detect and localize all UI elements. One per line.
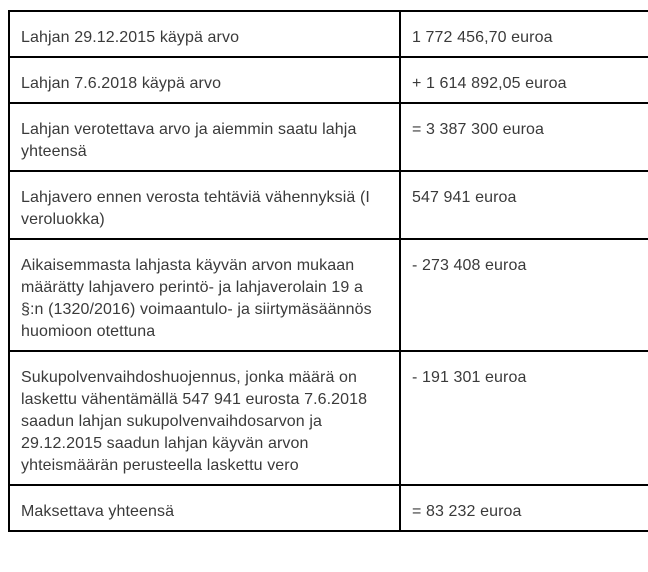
row-value: 1 772 456,70 euroa (400, 11, 648, 57)
table-row (9, 239, 648, 351)
row-label: Sukupolvenvaihdoshuojennus, jonka määrä on laskettu vähentämällä 547 941 eurosta 7.6.2018 saadun lahjan sukupolvenvaihdosarvon ja 29.12.2015 saadun lahjan käyvän arvon yhteismäärän perusteella laskettu vero (9, 351, 400, 485)
table-row (9, 57, 648, 103)
document-page (8, 10, 648, 532)
row-label: Lahjan verotettava arvo ja aiemmin saatu lahja yhteensä (9, 103, 400, 171)
row-value: - 273 408 euroa (400, 239, 648, 351)
row-label: Aikaisemmasta lahjasta käyvän arvon mukaan määrätty lahjavero perintö- ja lahjaverolain 19 a §:n (1320/2016) voimaantulo- ja siirtymäsäännös huomioon otettuna (9, 239, 400, 351)
row-value: + 1 614 892,05 euroa (400, 57, 648, 103)
row-value: - 191 301 euroa (400, 351, 648, 485)
table-row (9, 171, 648, 239)
row-label: Lahjan 7.6.2018 käypä arvo (9, 57, 400, 103)
row-value: 547 941 euroa (400, 171, 648, 239)
gift-tax-table-body (9, 11, 648, 531)
row-value: = 3 387 300 euroa (400, 103, 648, 171)
table-row (9, 11, 648, 57)
table-row (9, 351, 648, 485)
row-label: Maksettava yhteensä (9, 485, 400, 531)
gift-tax-table (8, 10, 648, 532)
table-row (9, 103, 648, 171)
row-label: Lahjan 29.12.2015 käypä arvo (9, 11, 400, 57)
table-row (9, 485, 648, 531)
row-label: Lahjavero ennen verosta tehtäviä vähennyksiä (I veroluokka) (9, 171, 400, 239)
row-value: = 83 232 euroa (400, 485, 648, 531)
